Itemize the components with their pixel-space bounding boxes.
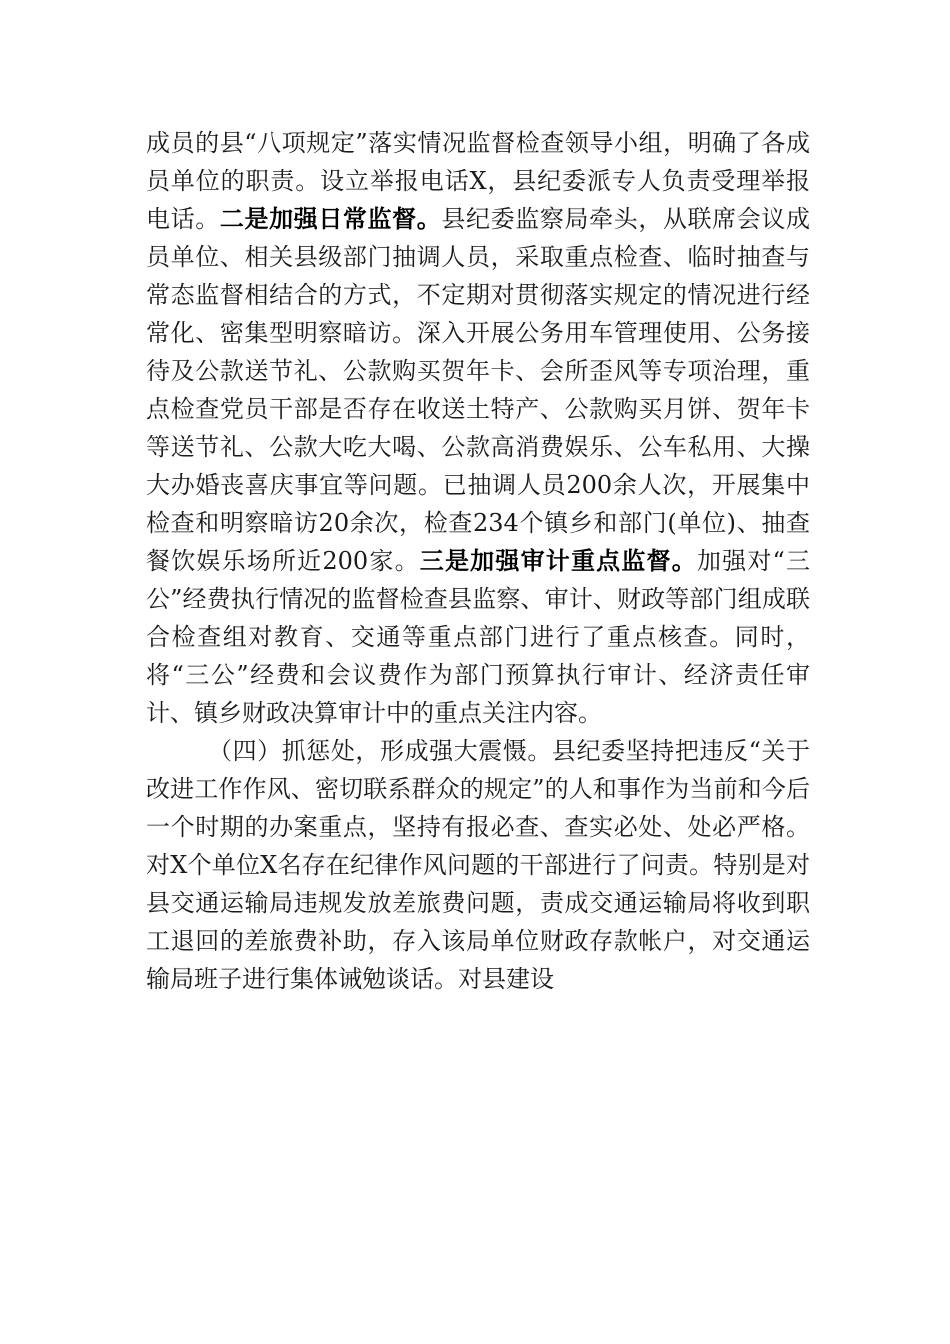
- text-run: 县纪委监察局牵头，从联席会议成员单位、相关县级部门抽调人员，采取重点检查、临时抽查与常态监督相结合的方式，不定期对贯彻落实规定的情况进行经常化、密集型明察暗访。深入开展公务用车管理使用、公务接待及公款送节礼、公款购买贺年卡、会所歪风等专项治理，重点检查党员干部是否存在收送土特产、公款购买月饼、贺年卡等送节礼、公款大吃大喝、公款高消费娱乐、公车私用、大操大办婚丧喜庆事宜等问题。已抽调人员200余人次，开展集中检查和明察暗访20余次，检查234个镇乡和部门(单位)、抽查餐饮娱乐场所近200家。: [146, 205, 811, 575]
- text-run: （四）抓惩处，形成强大震慑。县纪委坚持把违反“关于改进工作作风、密切联系群众的规定”的人和事作为当前和今后一个时期的办案重点，坚持有报必查、查实必处、处必严格。对X个单位X名存在纪律作风问题的干部进行了问责。特别是对县交通运输局违规发放差旅费问题，责成交通运输局将收到职工退回的差旅费补助，存入该局单位财政存款帐户，对交通运输局班子进行集体诫勉谈话。对县建设: [146, 737, 810, 993]
- text-run: 加强对“三公”经费执行情况的监督检查县监察、审计、财政等部门组成联合检查组对教育、交通等重点部门进行了重点核查。同时，将“三公”经费和会议费作为部门预算执行审计、经济责任审计、镇乡财政决算审计中的重点关注内容。: [146, 547, 811, 727]
- document-page: [146, 124, 810, 998]
- paragraph-oversight: [146, 124, 810, 732]
- heading-audit-supervision: 三是加强审计重点监督。: [419, 546, 697, 575]
- paragraph-punishment: [146, 732, 810, 998]
- text-run: 成员的县“八项规定”落实情况监督检查领导小组，明确了各成员单位的职责。设立举报电话X，县纪委派专人负责受理举报电话。: [146, 129, 810, 233]
- heading-daily-supervision: 二是加强日常监督。: [219, 204, 442, 233]
